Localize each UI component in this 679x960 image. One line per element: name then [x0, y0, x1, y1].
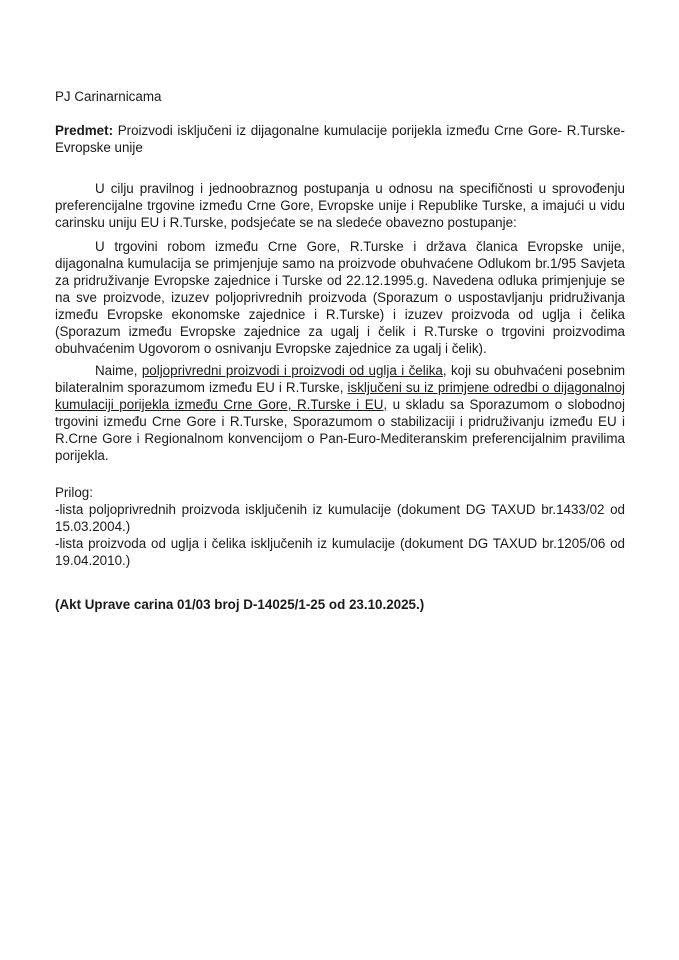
subject — [55, 122, 625, 156]
p3-underlined-products: poljoprivredni proizvodi i proizvodi od uglja i čelika — [141, 363, 443, 378]
attachments-label: Prilog: — [55, 485, 93, 500]
paragraph-intro: U cilju pravilnog i jednoobraznog postupanja u odnosu na specifičnosti u sprovođenju preferencijalne trgovine između Crne Gore, Evropske unije i Republike Turske, a imajući u vidu carinsku uniju EU i R.Turske, podsjećate se na sledeće obavezno postupanje: — [55, 181, 625, 230]
p3-text-e: u skladu sa Sporazumom o slobodnoj trgovini između Crne Gore i R.Turske, Sporazumom o stabilizaciji i pridruživanju između EU i R.Crne Gore i Regionalnom konvencijom o Pan-Euro-Mediteranskim preferencijalnim pravilima porijekla. — [55, 397, 625, 463]
p3-text-a: Naime, — [95, 363, 142, 378]
recipient: PJ Carinarnicama — [55, 89, 162, 104]
subject-label: Predmet: — [55, 123, 114, 138]
subject-text: Proizvodi isključeni iz dijagonalne kumulacije porijekla između Crne Gore- R.Turske-Evropske unije — [55, 123, 625, 155]
attachment-item: -lista poljoprivrednih proizvoda isključenih iz kumulacije (dokument DG TAXUD br.1433/02 od 15.03.2004.) — [55, 502, 625, 534]
attachment-item: -lista proizvoda od uglja i čelika isključenih iz kumulacije (dokument DG TAXUD br.1205/06 od 19.04.2010.) — [55, 536, 625, 568]
paragraph-exclusions — [55, 362, 625, 464]
footer-reference: (Akt Uprave carina 01/03 broj D-14025/1-25 od 23.10.2025.) — [55, 597, 425, 612]
paragraph-diagonal-cumulation: U trgovini robom između Crne Gore, R.Turske i država članica Evropske unije, dijagonalna kumulacija se primjenjuje samo na proizvode obuhvaćene Odlukom br.1/95 Savjeta za pridruživanje Evropske zajednice i Turske od 22.12.1995.g. Navedena odluka primjenjuje se na sve proizvode, izuzev poljoprivrednih proizvoda (Sporazum o uspostavljanju pridruživanja između Evropske ekonomske zajednice i R.Turske) i izuzev proizvoda od uglja i čelika (Sporazum između Evropske zajednice za ugalj i čelik i R.Turske o trgovini proizvodima obuhvaćenim Ugovorom o osnivanju Evropske zajednice za ugalj i čelik). — [55, 239, 625, 356]
p3-underlined-exclusion: isključeni su iz primjene odredbi o dijagonalnoj kumulaciji porijekla između Crne Gore, R.Turske i EU, — [55, 380, 625, 412]
p3-text-c: , koji su obuhvaćeni posebnim bilateralnim sporazumom između EU i R.Turske, — [55, 363, 625, 395]
attachments — [55, 484, 625, 569]
